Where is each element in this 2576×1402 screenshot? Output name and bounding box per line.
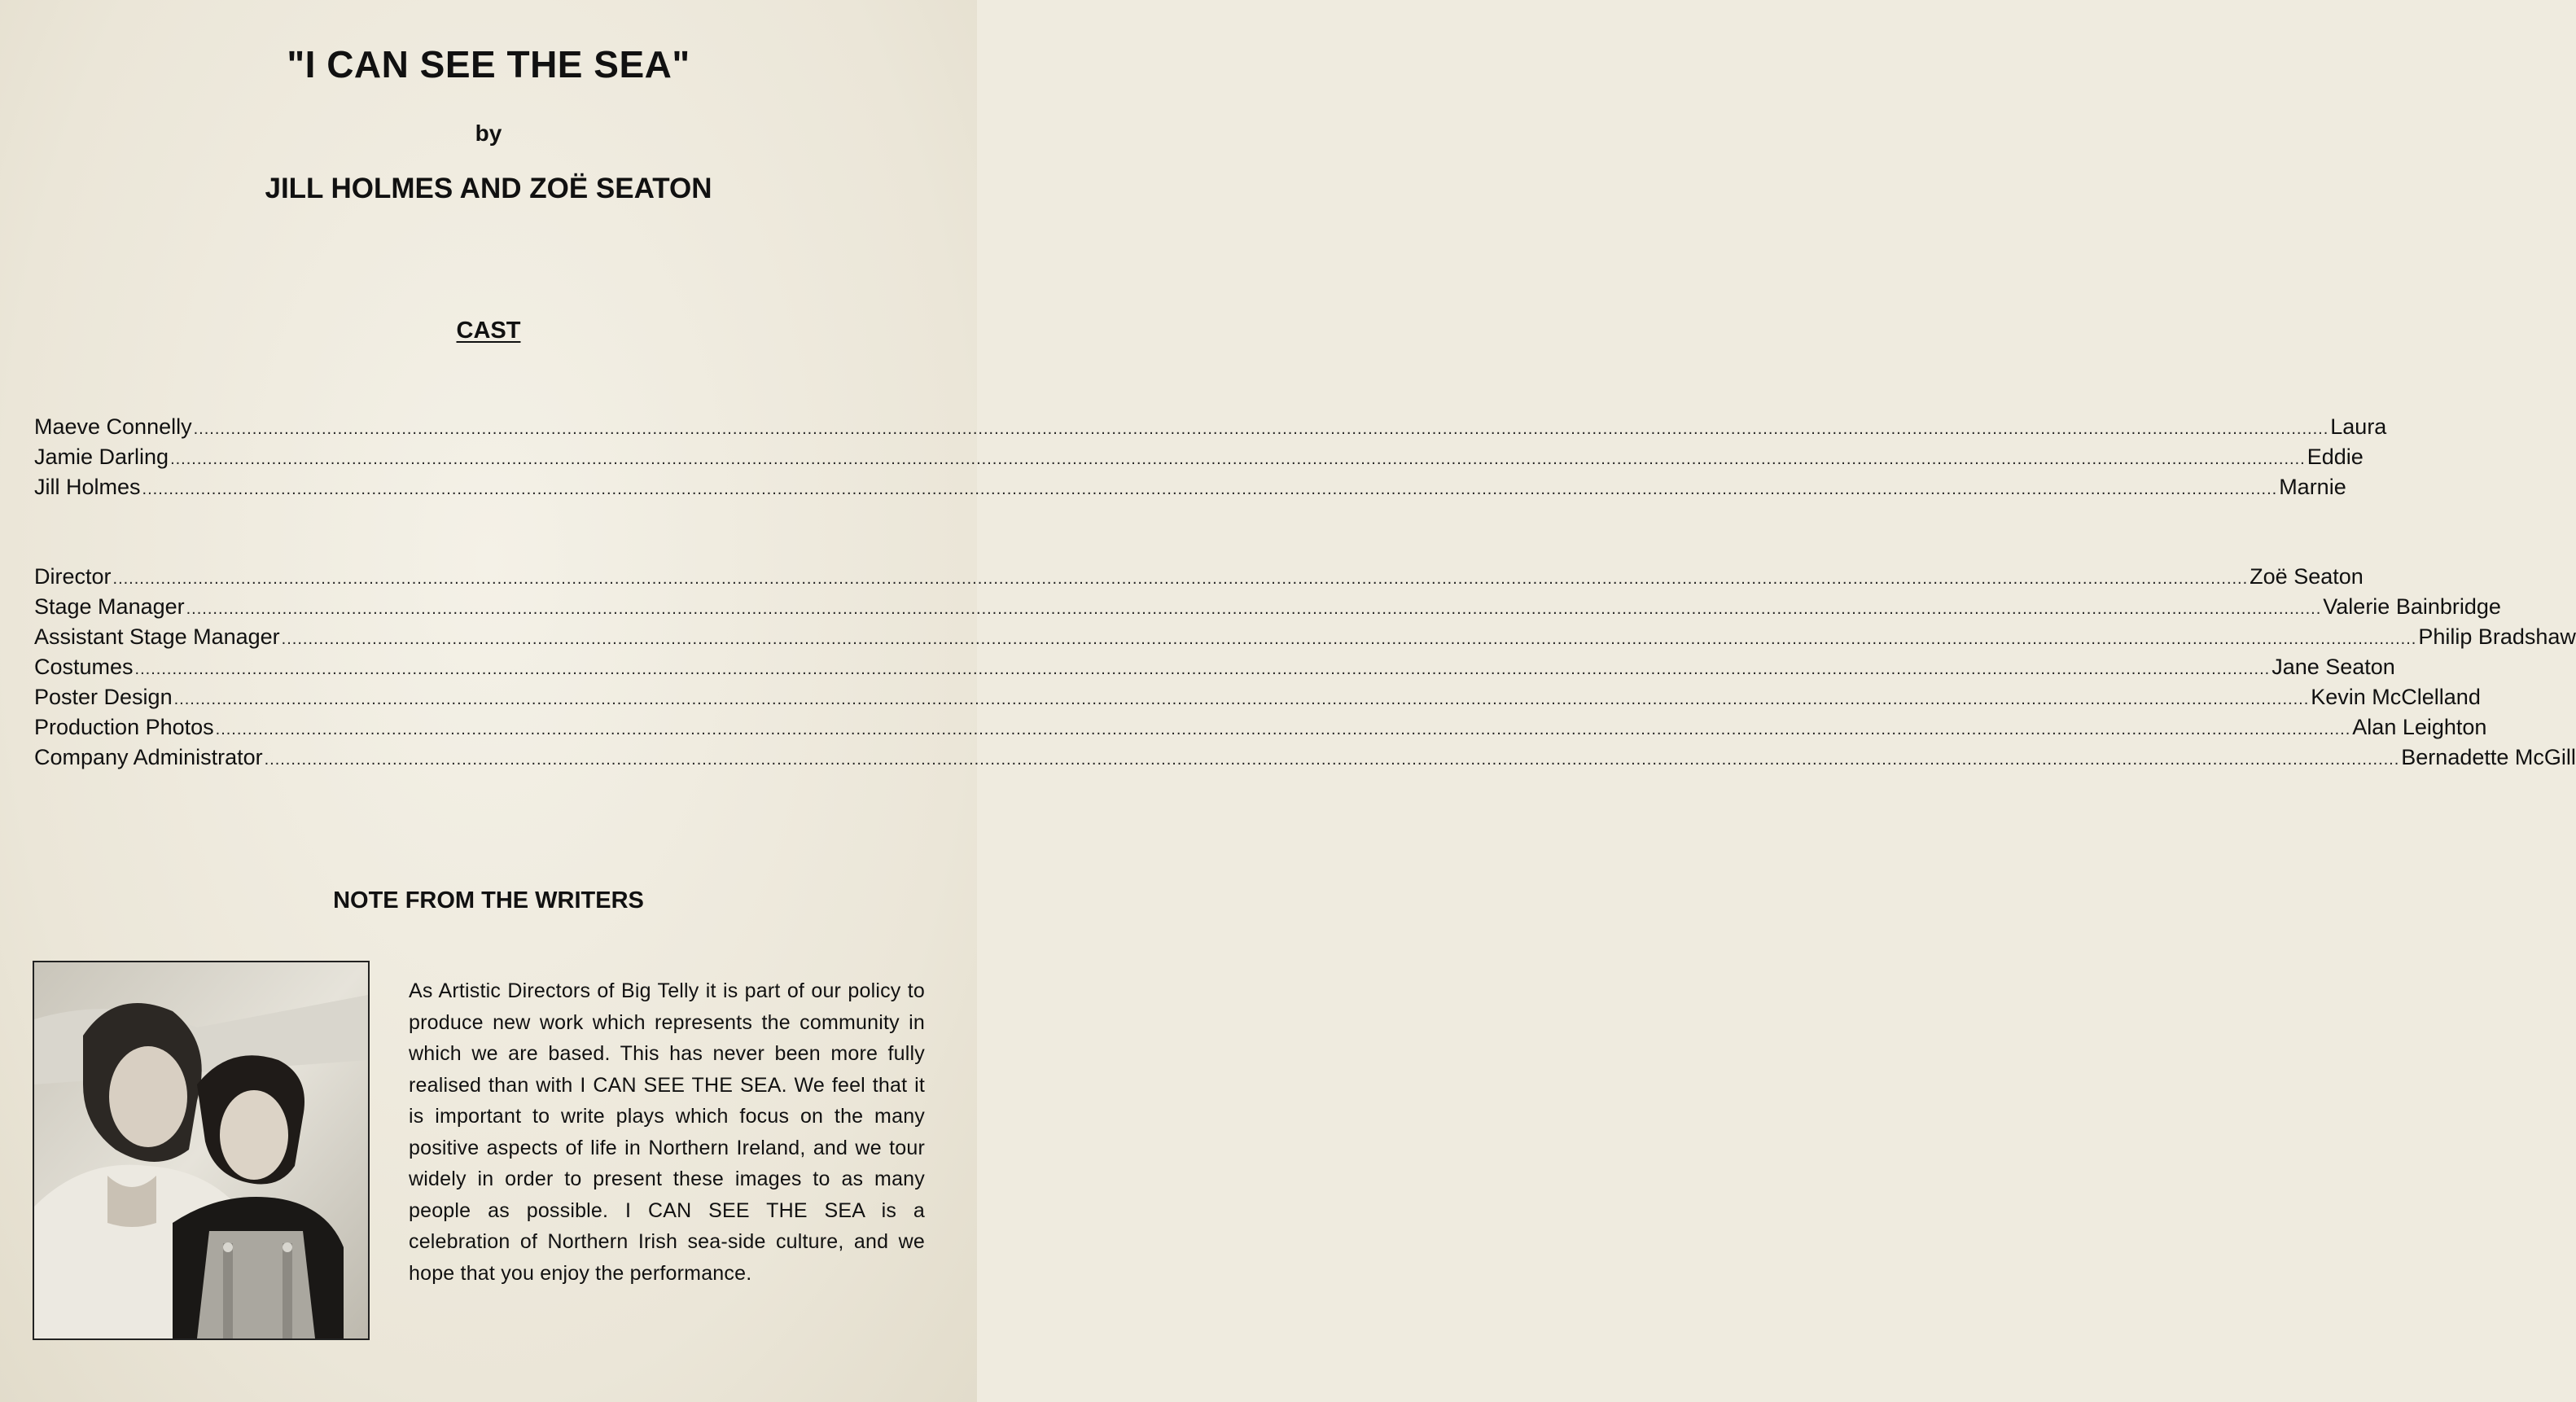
- cast-list: [34, 412, 2387, 502]
- crew-row: [34, 562, 2364, 592]
- crew-role: Assistant Stage Manager: [34, 624, 280, 649]
- actor-name: Maeve Connelly: [34, 414, 192, 439]
- cast-row: [34, 412, 2387, 442]
- crew-name: Philip Bradshaw: [2418, 624, 2576, 649]
- writers-note: As Artistic Directors of Big Telly it is part of our policy to produce new work which represents the community in which we are based. This has never been more fully realised than with I CAN SEE THE SEA. We feel that it is important to write plays which focus on the many positive aspects of life in Northern Ireland, and we tour widely in order to present these images to as many people as possible. I CAN SEE THE SEA is a celebration of Northern Irish sea-side culture, and we hope that you enjoy the performance.: [409, 979, 925, 1285]
- actor-name: Jill Holmes: [34, 475, 141, 499]
- leader-dots: ................................................................................................................................................................................................................................................................................................................................................................................................................: [173, 690, 2310, 708]
- crew-name: Valerie Bainbridge: [2323, 594, 2501, 619]
- authors: JILL HOLMES AND ZOË SEATON: [265, 173, 712, 204]
- crew-row: [34, 652, 2395, 682]
- leader-dots: ................................................................................................................................................................................................................................................................................................................................................................................................................: [112, 570, 2249, 588]
- notes-heading: NOTE FROM THE WRITERS: [333, 887, 644, 913]
- cast-row: [34, 472, 2346, 502]
- character-name: Eddie: [2307, 445, 2364, 469]
- crew-role: Poster Design: [34, 685, 173, 709]
- byline: by: [475, 120, 502, 146]
- crew-role: Company Administrator: [34, 745, 263, 769]
- crew-row: [34, 592, 2501, 622]
- leader-dots: ................................................................................................................................................................................................................................................................................................................................................................................................................: [215, 721, 2351, 738]
- leader-dots: ................................................................................................................................................................................................................................................................................................................................................................................................................: [193, 420, 2329, 438]
- actor-name: Jamie Darling: [34, 445, 169, 469]
- crew-row: [34, 622, 2576, 652]
- writers-photo: [33, 961, 370, 1340]
- leader-dots: ................................................................................................................................................................................................................................................................................................................................................................................................................: [264, 751, 2400, 769]
- crew-name: Bernadette McGill: [2401, 745, 2576, 769]
- crew-name: Jane Seaton: [2272, 655, 2395, 679]
- writers-photo-image: [34, 962, 368, 1338]
- crew-name: Kevin McClelland: [2311, 685, 2481, 709]
- crew-role: Stage Manager: [34, 594, 185, 619]
- character-name: Marnie: [2279, 475, 2346, 499]
- crew-row: [34, 743, 2576, 773]
- leader-dots: ................................................................................................................................................................................................................................................................................................................................................................................................................: [134, 660, 2271, 678]
- leader-dots: ................................................................................................................................................................................................................................................................................................................................................................................................................: [186, 600, 2322, 618]
- crew-role: Production Photos: [34, 715, 214, 739]
- crew-row: [34, 682, 2481, 712]
- cast-heading: CAST: [456, 318, 521, 344]
- leader-dots: ................................................................................................................................................................................................................................................................................................................................................................................................................: [142, 480, 2278, 498]
- crew-role: Director: [34, 564, 112, 589]
- crew-role: Costumes: [34, 655, 134, 679]
- crew-name: Alan Leighton: [2352, 715, 2487, 739]
- leader-dots: ................................................................................................................................................................................................................................................................................................................................................................................................................: [170, 450, 2306, 468]
- character-name: Laura: [2330, 414, 2387, 439]
- crew-row: [34, 712, 2487, 743]
- play-title: "I CAN SEE THE SEA": [287, 43, 690, 85]
- crew-list: [34, 562, 2576, 773]
- crew-name: Zoë Seaton: [2250, 564, 2364, 589]
- cast-row: [34, 442, 2364, 472]
- leader-dots: ................................................................................................................................................................................................................................................................................................................................................................................................................: [281, 630, 2417, 648]
